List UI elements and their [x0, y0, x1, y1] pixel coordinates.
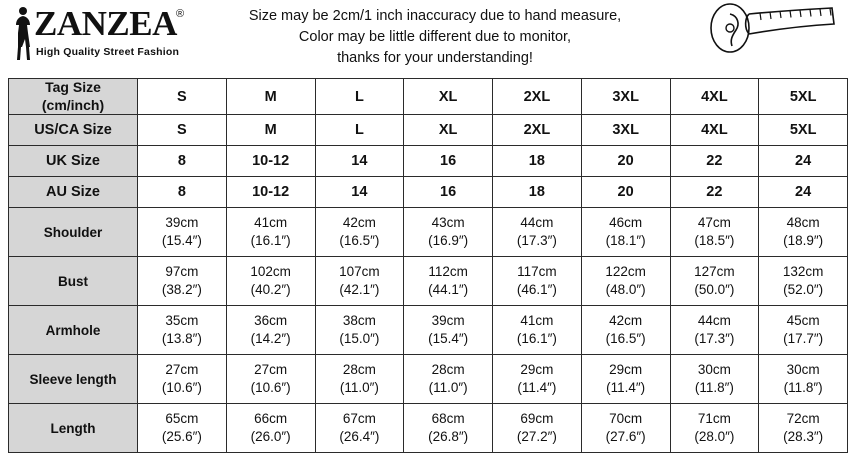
cell-bust-2xl-inch: (46.1″)	[516, 282, 557, 297]
cell-length-s-inch: (25.6″)	[161, 429, 202, 444]
cell-length-2xl	[493, 404, 582, 453]
cell-shoulder-xl-inch: (16.9″)	[428, 233, 469, 248]
table-row-bust	[9, 257, 848, 306]
cell-uk-size-4xl: 22	[670, 146, 759, 177]
cell-shoulder-5xl-cm: 48cm	[786, 214, 820, 230]
cell-au-size-2xl: 18	[493, 177, 582, 208]
cell-shoulder-3xl-cm: 46cm	[609, 214, 643, 230]
cell-shoulder-s	[138, 208, 227, 257]
cell-sleeve-length-5xl-inch: (11.8″)	[783, 380, 823, 395]
cell-sleeve-length-m-cm: 27cm	[254, 361, 288, 377]
cell-armhole-4xl	[670, 306, 759, 355]
cell-tag-size-l: L	[315, 79, 404, 115]
cell-us-ca-size-xl: XL	[404, 115, 493, 146]
cell-sleeve-length-4xl-cm: 30cm	[697, 361, 731, 377]
row-label-bust: Bust	[9, 257, 138, 306]
cell-shoulder-s-cm: 39cm	[165, 214, 199, 230]
cell-armhole-5xl	[759, 306, 848, 355]
cell-length-l-inch: (26.4″)	[339, 429, 380, 444]
table-row-uk-size	[9, 146, 848, 177]
cell-armhole-l-inch: (15.0″)	[339, 331, 380, 346]
cell-shoulder-2xl-inch: (17.3″)	[516, 233, 557, 248]
cell-sleeve-length-s	[138, 355, 227, 404]
cell-au-size-s: 8	[138, 177, 227, 208]
cell-tag-size-m: M	[226, 79, 315, 115]
cell-armhole-2xl-inch: (16.1″)	[516, 331, 557, 346]
cell-length-3xl-inch: (27.6″)	[605, 429, 646, 444]
cell-shoulder-5xl	[759, 208, 848, 257]
brand-registered-mark: ®	[176, 8, 185, 20]
cell-length-5xl-cm: 72cm	[786, 410, 820, 426]
cell-au-size-5xl: 24	[759, 177, 848, 208]
cell-length-4xl-cm: 71cm	[697, 410, 731, 426]
cell-tag-size-s: S	[138, 79, 227, 115]
cell-armhole-m	[226, 306, 315, 355]
cell-bust-s-cm: 97cm	[165, 263, 199, 279]
cell-tag-size-2xl: 2XL	[493, 79, 582, 115]
row-label-sleeve-length: Sleeve length	[9, 355, 138, 404]
cell-bust-5xl-cm: 132cm	[782, 263, 824, 279]
row-label-shoulder: Shoulder	[9, 208, 138, 257]
cell-au-size-4xl: 22	[670, 177, 759, 208]
cell-sleeve-length-m-inch: (10.6″)	[250, 380, 291, 395]
row-label-uk-size: UK Size	[9, 146, 138, 177]
cell-armhole-3xl	[581, 306, 670, 355]
cell-bust-l-cm: 107cm	[339, 263, 380, 279]
cell-shoulder-l-inch: (16.5″)	[339, 233, 380, 248]
note-line-1: Size may be 2cm/1 inch inaccuracy due to hand measure,	[248, 8, 622, 24]
cell-au-size-l: 14	[315, 177, 404, 208]
brand-tagline: High Quality Street Fashion	[36, 46, 180, 58]
row-label-tag-size-line2: (cm/inch)	[41, 96, 105, 113]
cell-bust-s-inch: (38.2″)	[161, 282, 202, 297]
cell-armhole-m-cm: 36cm	[254, 312, 288, 328]
cell-shoulder-xl	[404, 208, 493, 257]
cell-uk-size-2xl: 18	[493, 146, 582, 177]
cell-shoulder-s-inch: (15.4″)	[161, 233, 202, 248]
row-label-armhole: Armhole	[9, 306, 138, 355]
cell-length-s	[138, 404, 227, 453]
cell-bust-m-inch: (40.2″)	[250, 282, 291, 297]
cell-length-xl-cm: 68cm	[431, 410, 465, 426]
cell-shoulder-l	[315, 208, 404, 257]
table-row-armhole	[9, 306, 848, 355]
cell-us-ca-size-l: L	[315, 115, 404, 146]
row-label-us-ca-size: US/CA Size	[9, 115, 138, 146]
cell-length-2xl-cm: 69cm	[520, 410, 554, 426]
cell-length-4xl-inch: (28.0″)	[694, 429, 735, 444]
table-row-us-ca-size	[9, 115, 848, 146]
row-label-tag-size-line1: Tag Size	[45, 79, 101, 95]
cell-sleeve-length-3xl	[581, 355, 670, 404]
cell-armhole-3xl-cm: 42cm	[609, 312, 643, 328]
row-label-tag-size	[9, 79, 138, 115]
cell-length-l-cm: 67cm	[342, 410, 376, 426]
brand-logo	[8, 2, 198, 74]
cell-armhole-3xl-inch: (16.5″)	[605, 331, 646, 346]
cell-shoulder-4xl	[670, 208, 759, 257]
header	[0, 0, 854, 78]
cell-tag-size-4xl: 4XL	[670, 79, 759, 115]
table-row-tag-size	[9, 79, 848, 115]
cell-armhole-xl-cm: 39cm	[431, 312, 465, 328]
cell-bust-xl-inch: (44.1″)	[428, 282, 469, 297]
cell-armhole-5xl-inch: (17.7″)	[783, 331, 824, 346]
cell-au-size-3xl: 20	[581, 177, 670, 208]
cell-armhole-2xl	[493, 306, 582, 355]
cell-armhole-4xl-cm: 44cm	[697, 312, 731, 328]
cell-sleeve-length-l-inch: (11.0″)	[339, 380, 379, 395]
cell-us-ca-size-3xl: 3XL	[581, 115, 670, 146]
note-line-3: thanks for your understanding!	[337, 50, 533, 67]
brand-name: ZANZEA	[34, 4, 177, 43]
cell-sleeve-length-xl-inch: (11.0″)	[428, 380, 468, 395]
cell-sleeve-length-5xl	[759, 355, 848, 404]
cell-uk-size-l: 14	[315, 146, 404, 177]
cell-length-5xl-inch: (28.3″)	[783, 429, 824, 444]
row-label-length: Length	[9, 404, 138, 453]
cell-shoulder-5xl-inch: (18.9″)	[783, 233, 824, 248]
cell-armhole-s-inch: (13.8″)	[161, 331, 202, 346]
cell-us-ca-size-4xl: 4XL	[670, 115, 759, 146]
cell-shoulder-3xl	[581, 208, 670, 257]
cell-bust-3xl-inch: (48.0″)	[605, 282, 646, 297]
cell-tag-size-xl: XL	[404, 79, 493, 115]
cell-uk-size-m: 10-12	[226, 146, 315, 177]
cell-bust-5xl	[759, 257, 848, 306]
cell-tag-size-5xl: 5XL	[759, 79, 848, 115]
table-row-sleeve-length	[9, 355, 848, 404]
cell-armhole-l-cm: 38cm	[342, 312, 376, 328]
cell-bust-4xl	[670, 257, 759, 306]
cell-length-m	[226, 404, 315, 453]
note-line-2: Color may be little different due to monitor,	[298, 29, 572, 46]
cell-shoulder-4xl-cm: 47cm	[697, 214, 731, 230]
cell-sleeve-length-4xl-inch: (11.8″)	[694, 380, 734, 395]
cell-sleeve-length-m	[226, 355, 315, 404]
cell-armhole-5xl-cm: 45cm	[786, 312, 820, 328]
cell-us-ca-size-s: S	[138, 115, 227, 146]
cell-bust-s	[138, 257, 227, 306]
cell-sleeve-length-s-inch: (10.6″)	[161, 380, 202, 395]
cell-bust-xl	[404, 257, 493, 306]
cell-sleeve-length-3xl-inch: (11.4″)	[606, 380, 646, 395]
cell-au-size-m: 10-12	[226, 177, 315, 208]
cell-bust-xl-cm: 112cm	[428, 263, 468, 279]
cell-sleeve-length-xl-cm: 28cm	[431, 361, 465, 377]
cell-bust-5xl-inch: (52.0″)	[783, 282, 824, 297]
cell-armhole-l	[315, 306, 404, 355]
cell-tag-size-3xl: 3XL	[581, 79, 670, 115]
cell-length-m-inch: (26.0″)	[250, 429, 291, 444]
cell-armhole-xl	[404, 306, 493, 355]
cell-shoulder-2xl-cm: 44cm	[520, 214, 554, 230]
cell-length-m-cm: 66cm	[254, 410, 288, 426]
disclaimer-notes	[200, 6, 670, 69]
cell-shoulder-m-inch: (16.1″)	[250, 233, 291, 248]
cell-length-xl	[404, 404, 493, 453]
cell-bust-3xl	[581, 257, 670, 306]
cell-shoulder-xl-cm: 43cm	[431, 214, 465, 230]
cell-bust-l	[315, 257, 404, 306]
cell-length-2xl-inch: (27.2″)	[516, 429, 557, 444]
table-row-shoulder	[9, 208, 848, 257]
cell-shoulder-4xl-inch: (18.5″)	[694, 233, 735, 248]
cell-shoulder-2xl	[493, 208, 582, 257]
cell-bust-4xl-inch: (50.0″)	[694, 282, 735, 297]
cell-sleeve-length-2xl-inch: (11.4″)	[517, 380, 557, 395]
cell-armhole-s-cm: 35cm	[165, 312, 199, 328]
cell-uk-size-3xl: 20	[581, 146, 670, 177]
cell-armhole-m-inch: (14.2″)	[250, 331, 291, 346]
cell-bust-m-cm: 102cm	[250, 263, 291, 279]
cell-us-ca-size-5xl: 5XL	[759, 115, 848, 146]
cell-uk-size-s: 8	[138, 146, 227, 177]
cell-bust-2xl-cm: 117cm	[517, 263, 557, 279]
cell-bust-3xl-cm: 122cm	[605, 263, 646, 279]
cell-length-s-cm: 65cm	[165, 410, 199, 426]
cell-bust-l-inch: (42.1″)	[339, 282, 380, 297]
cell-armhole-s	[138, 306, 227, 355]
cell-au-size-xl: 16	[404, 177, 493, 208]
table-row-length	[9, 404, 848, 453]
cell-uk-size-xl: 16	[404, 146, 493, 177]
cell-length-5xl	[759, 404, 848, 453]
cell-shoulder-l-cm: 42cm	[342, 214, 376, 230]
cell-armhole-2xl-cm: 41cm	[520, 312, 554, 328]
cell-sleeve-length-l	[315, 355, 404, 404]
cell-bust-2xl	[493, 257, 582, 306]
cell-shoulder-3xl-inch: (18.1″)	[605, 233, 646, 248]
cell-sleeve-length-s-cm: 27cm	[165, 361, 199, 377]
cell-length-l	[315, 404, 404, 453]
cell-uk-size-5xl: 24	[759, 146, 848, 177]
cell-armhole-xl-inch: (15.4″)	[428, 331, 469, 346]
cell-sleeve-length-2xl	[493, 355, 582, 404]
row-label-au-size: AU Size	[9, 177, 138, 208]
table-row-au-size	[9, 177, 848, 208]
cell-sleeve-length-2xl-cm: 29cm	[520, 361, 554, 377]
cell-bust-4xl-cm: 127cm	[694, 263, 735, 279]
cell-length-4xl	[670, 404, 759, 453]
cell-sleeve-length-xl	[404, 355, 493, 404]
cell-bust-m	[226, 257, 315, 306]
cell-armhole-4xl-inch: (17.3″)	[694, 331, 735, 346]
cell-us-ca-size-m: M	[226, 115, 315, 146]
cell-sleeve-length-l-cm: 28cm	[342, 361, 376, 377]
cell-sleeve-length-3xl-cm: 29cm	[609, 361, 643, 377]
cell-length-xl-inch: (26.8″)	[428, 429, 469, 444]
cell-length-3xl	[581, 404, 670, 453]
cell-sleeve-length-4xl	[670, 355, 759, 404]
tape-measure-icon	[700, 2, 840, 64]
cell-sleeve-length-5xl-cm: 30cm	[786, 361, 820, 377]
cell-shoulder-m	[226, 208, 315, 257]
cell-shoulder-m-cm: 41cm	[254, 214, 288, 230]
size-chart-table	[8, 78, 848, 453]
cell-length-3xl-cm: 70cm	[609, 410, 643, 426]
cell-us-ca-size-2xl: 2XL	[493, 115, 582, 146]
